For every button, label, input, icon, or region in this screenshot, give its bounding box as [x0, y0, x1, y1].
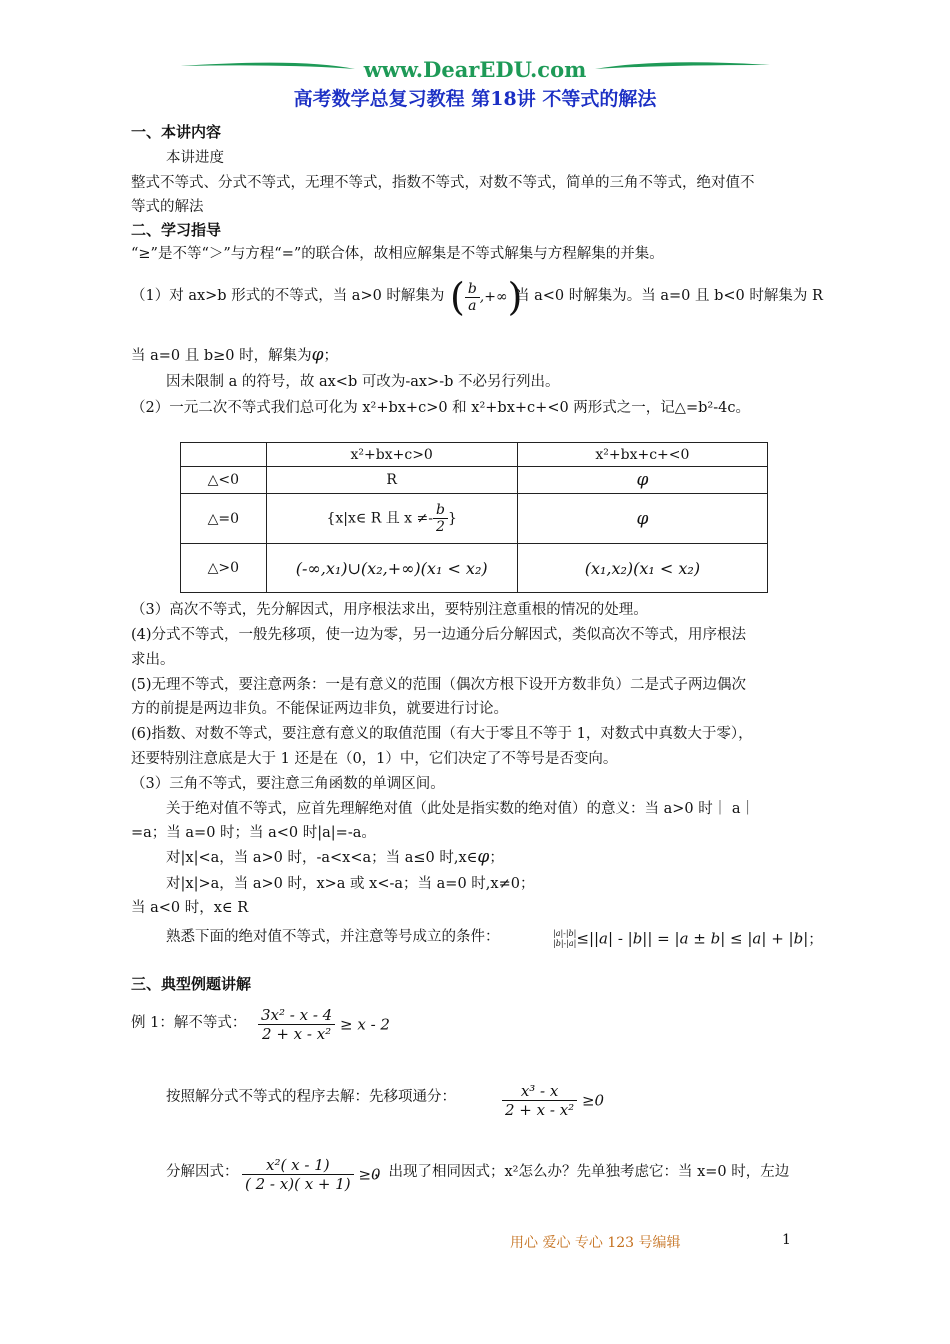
item2-text: （2）一元二次不等式我们总可化为 x²+bx+c>0 和 x²+bx+c+<0 两形式之一，记△=b²-4c。 — [131, 400, 750, 416]
example1-label: 例 1：解不等式： — [131, 1015, 247, 1031]
row-label: △>0 — [181, 544, 267, 593]
abs-value-text-e: 当 a<0 时，x∈ R — [131, 900, 249, 916]
item4-text-b: 求出。 — [131, 652, 175, 668]
item1-text-c: 当 a=0 且 b≥0 时，解集为φ； — [131, 345, 339, 365]
step1-formula: $\frac{\text{x³ - x}}{\text{2 + x - x²}}$ ≥0 — [502, 1082, 604, 1119]
cell: φ — [517, 494, 767, 544]
step2-label: 分解因式： — [166, 1164, 239, 1180]
abs-inequality-formula: |a|-|b| |b|-|a| ≤||a| - |b|| = |a ± b| ≤ |a| + |b|； — [553, 928, 823, 948]
table-corner-cell — [181, 443, 267, 467]
progress-label: 本讲进度 — [166, 150, 224, 166]
intro-paragraph: “≥”是不等“＞”与方程“=”的联合体，故相应解集是不等式解集与方程解集的并集。 — [131, 246, 664, 262]
quadratic-inequality-table — [180, 442, 768, 593]
content-line-2: 等式的解法 — [131, 199, 204, 215]
table-row — [181, 494, 768, 544]
logo-text: www.DearEDU.com — [363, 57, 587, 82]
page-title: 高考数学总复习教程 第18讲 不等式的解法 — [293, 88, 657, 110]
footer-note: 用心 爱心 专心 123 号编辑 — [510, 1235, 681, 1251]
item4-text-a: (4)分式不等式，一般先移项，使一边为零，另一边通分后分解因式，类似高次不等式，用序根法 — [131, 627, 747, 643]
site-logo — [180, 54, 770, 84]
step2-formula: $\frac{\text{x²( x - 1)}}{( 2 - x)( x + 1)}$ ≥0 — [242, 1156, 381, 1193]
item1-interval: ( $\frac{b}{a}$ ,+∞) — [450, 275, 523, 319]
row-label: △<0 — [181, 467, 267, 494]
table-header-gt: x²+bx+c>0 — [266, 443, 517, 467]
cell: (-∞,x₁)∪(x₂,+∞)(x₁ < x₂) — [266, 544, 517, 593]
cell: (x₁,x₂)(x₁ < x₂) — [517, 544, 767, 593]
abs-value-text-f: 熟悉下面的绝对值不等式，并注意等号成立的条件： — [166, 929, 500, 945]
abs-value-text-d: 对|x|>a，当 a>0 时，x>a 或 x<-a；当 a=0 时,x≠0； — [166, 876, 535, 892]
item5-text-b: 方的前提是两边非负。不能保证两边非负，就要进行讨论。 — [131, 701, 508, 717]
cell: φ — [517, 467, 767, 494]
item6-text-a: (6)指数、对数不等式，要注意有意义的取值范围（有大于零且不等于 1，对数式中真数大于零）， — [131, 726, 753, 742]
section-heading-1: 一、本讲内容 — [131, 123, 222, 141]
item7-text: （3）三角不等式，要注意三角函数的单调区间。 — [131, 776, 445, 792]
section-heading-2: 二、学习指导 — [131, 221, 222, 239]
item1-text-a: （1）对 ax>b 形式的不等式，当 a>0 时解集为 — [131, 288, 445, 304]
item1-text-b: 当 a<0 时解集为。当 a=0 且 b<0 时解集为 R — [515, 288, 823, 304]
abs-value-text-b: =a；当 a=0 时；当 a<0 时|a|=-a。 — [131, 825, 376, 841]
example1-formula: $\frac{\text{3x² - x - 4}}{\text{2 + x - x²}}$ ≥ x - 2 — [258, 1006, 390, 1043]
item6-text-b: 还要特别注意底是大于 1 还是在（0，1）中，它们决定了不等号是否变向。 — [131, 751, 618, 767]
content-line-1: 整式不等式、分式不等式，无理不等式，指数不等式，对数不等式，简单的三角不等式，绝对值不 — [131, 175, 755, 191]
section-heading-3: 三、典型例题讲解 — [131, 975, 252, 993]
step2-text: ，出现了相同因式；x²怎么办？先单独考虑它：当 x=0 时，左边 — [374, 1164, 790, 1180]
row-label: △=0 — [181, 494, 267, 544]
abs-value-text-a: 关于绝对值不等式，应首先理解绝对值（此处是指实数的绝对值）的意义：当 a>0 时｜ a｜ — [166, 801, 755, 817]
table-row — [181, 544, 768, 593]
cell: {x|x∈ R 且 x ≠- $\frac{b}{2}$ } — [266, 494, 517, 544]
item1-text-d: 因未限制 a 的符号，故 ax<b 可改为-ax>-b 不必另行列出。 — [166, 374, 560, 390]
page-number: 1 — [782, 1232, 791, 1248]
abs-value-text-c: 对|x|<a，当 a>0 时，-a<x<a；当 a≤0 时,x∈φ； — [166, 847, 504, 867]
item1-fraction: $\frac{b}{a}$ — [465, 281, 480, 314]
item3-text: （3）高次不等式，先分解因式，用序根法求出，要特别注意重根的情况的处理。 — [131, 602, 648, 618]
table-row — [181, 467, 768, 494]
cell: R — [266, 467, 517, 494]
item5-text-a: (5)无理不等式，要注意两条：一是有意义的范围（偶次方根下设开方数非负）二是式子两边偶次 — [131, 677, 747, 693]
step1-text: 按照解分式不等式的程序去解：先移项通分： — [166, 1089, 456, 1105]
table-header-lt: x²+bx+c+<0 — [517, 443, 767, 467]
